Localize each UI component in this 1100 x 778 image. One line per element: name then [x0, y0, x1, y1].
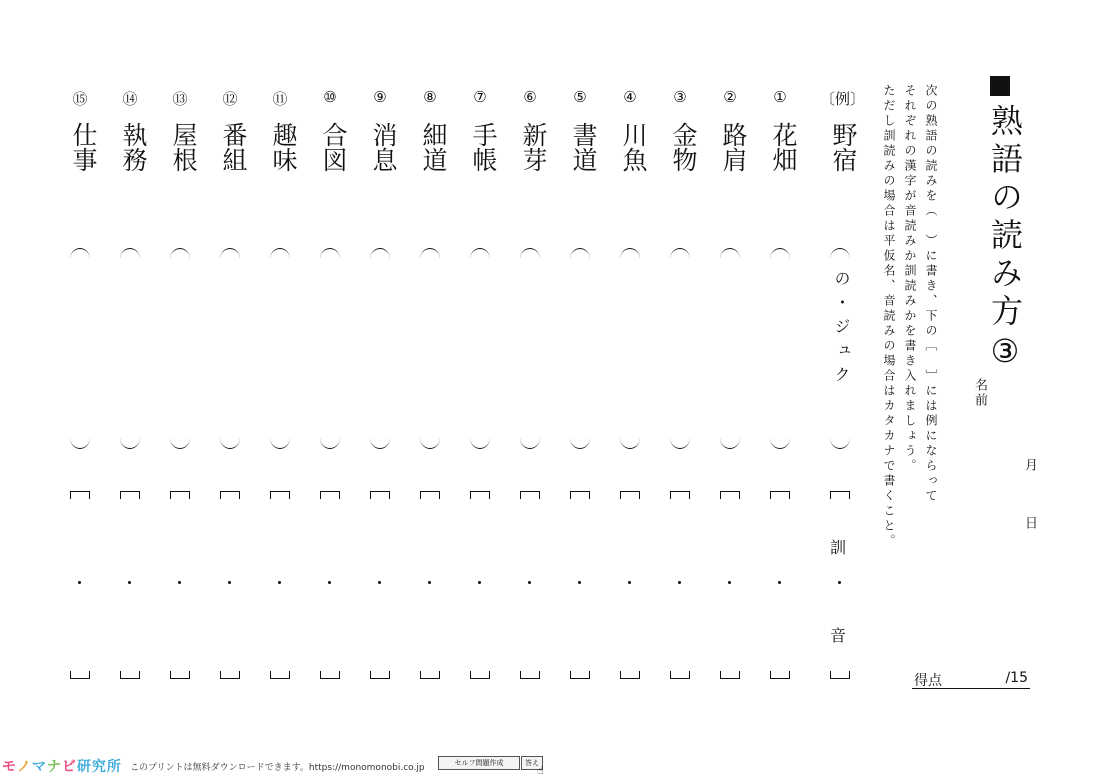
question-word: 川魚 — [619, 122, 648, 172]
type-bracket-close — [470, 671, 490, 679]
question-word: 合図 — [319, 122, 348, 172]
reading-paren-close — [620, 438, 640, 449]
reading-paren-open — [420, 248, 440, 259]
reading-paren-open — [470, 248, 490, 259]
question-word: 消息 — [369, 122, 398, 172]
reading-paren-close — [570, 438, 590, 449]
separator-dot — [778, 581, 781, 584]
reading-paren-close — [120, 438, 140, 449]
reading-paren-close — [520, 438, 540, 449]
reading-paren-open — [70, 248, 90, 259]
type-bracket-close — [520, 671, 540, 679]
question-column-9 — [360, 88, 400, 698]
type-bracket-open — [370, 491, 390, 499]
type-bracket-open — [670, 491, 690, 499]
question-column-15 — [60, 88, 100, 698]
type-bracket-open — [270, 491, 290, 499]
reading-paren-open — [220, 248, 240, 259]
reading-paren-open — [570, 248, 590, 259]
reading-paren-close — [270, 438, 290, 449]
type-bracket-open — [320, 491, 340, 499]
question-word: 新芽 — [519, 122, 548, 172]
type-bracket-close — [620, 671, 640, 679]
reading-paren-open — [320, 248, 340, 259]
name-label: 名前 — [972, 378, 987, 408]
example-column — [820, 88, 866, 698]
question-word: 趣味 — [269, 122, 298, 172]
type-bracket-close — [120, 671, 140, 679]
question-column-6 — [510, 88, 550, 698]
question-word: 執務 — [119, 122, 148, 172]
question-column-2 — [710, 88, 750, 698]
reading-paren-close — [70, 438, 90, 449]
reading-paren-close — [320, 438, 340, 449]
example-label: 〔例〕 — [820, 90, 866, 108]
download-notice: このプリントは無料ダウンロードできます。https://monomonobi.co.jp — [130, 763, 425, 773]
reading-paren-open — [520, 248, 540, 259]
example-word: 野宿 — [829, 122, 858, 172]
reading-paren-open — [170, 248, 190, 259]
reading-paren-close — [420, 438, 440, 449]
type-bracket-open — [120, 491, 140, 499]
type-bracket-open — [170, 491, 190, 499]
instruction-line-3: ただし訓読みの場合は平仮名、音読みの場合はカタカナで書くこと。 — [882, 84, 896, 549]
month-label: 月 — [1022, 458, 1037, 471]
question-word: 屋根 — [169, 122, 198, 172]
pointer-cursor-icon: ☝ — [537, 764, 544, 777]
question-number: ⑧ — [423, 88, 437, 106]
type-bracket-open — [620, 491, 640, 499]
instruction-line-2: それぞれの漢字が音読みか訓読みかを書き入れましょう。 — [903, 84, 917, 474]
question-column-3 — [660, 88, 700, 698]
question-column-11 — [260, 88, 300, 698]
question-number: ⑤ — [573, 88, 587, 106]
type-bracket-open — [70, 491, 90, 499]
title-square-mark — [990, 76, 1010, 96]
type-bracket-close — [420, 671, 440, 679]
reading-paren-close — [470, 438, 490, 449]
reading-paren-open — [620, 248, 640, 259]
separator-dot — [628, 581, 631, 584]
separator-dot — [838, 581, 841, 584]
question-column-8 — [410, 88, 450, 698]
separator-dot — [178, 581, 181, 584]
type-bracket-close — [170, 671, 190, 679]
question-word: 仕事 — [69, 122, 98, 172]
question-number: ⑥ — [523, 88, 537, 106]
question-number: ⑦ — [473, 88, 487, 106]
score-total: /15 — [1005, 670, 1028, 686]
separator-dot — [378, 581, 381, 584]
separator-dot — [328, 581, 331, 584]
question-word: 細道 — [419, 122, 448, 172]
type-bracket-open — [720, 491, 740, 499]
question-word: 書道 — [569, 122, 598, 172]
reading-paren-close — [770, 438, 790, 449]
score-field[interactable] — [912, 668, 1030, 689]
question-number: ⑫ — [222, 90, 238, 108]
type-bracket-open — [220, 491, 240, 499]
reading-paren-open — [720, 248, 740, 259]
reading-paren-open — [370, 248, 390, 259]
site-logo[interactable]: モノマナビ研究所 — [2, 759, 122, 775]
question-column-10 — [310, 88, 350, 698]
question-column-14 — [110, 88, 150, 698]
question-column-1 — [760, 88, 800, 698]
separator-dot — [728, 581, 731, 584]
type-bracket-open — [520, 491, 540, 499]
question-number: ① — [773, 88, 787, 106]
day-label: 日 — [1022, 516, 1037, 529]
question-number: ⑭ — [122, 90, 138, 108]
generate-worksheet-button[interactable]: セルフ問題作成 — [438, 756, 520, 770]
type-bracket-close — [70, 671, 90, 679]
type-bracket-close — [830, 671, 850, 679]
type-bracket-open — [420, 491, 440, 499]
question-number: ⑨ — [373, 88, 387, 106]
example-reading: の・ジュク — [832, 270, 851, 390]
page-title: 熟語の読み方③ — [986, 104, 1024, 376]
separator-dot — [428, 581, 431, 584]
type-bracket-open — [770, 491, 790, 499]
separator-dot — [128, 581, 131, 584]
type-bracket-open — [570, 491, 590, 499]
example-kun-label: 訓 — [830, 538, 847, 557]
separator-dot — [78, 581, 81, 584]
reading-paren-close — [670, 438, 690, 449]
question-column-4 — [610, 88, 650, 698]
reading-paren-open — [830, 248, 850, 259]
question-word: 番組 — [219, 122, 248, 172]
answer-button[interactable]: 答え — [521, 756, 543, 770]
question-word: 路肩 — [719, 122, 748, 172]
footer — [0, 748, 1100, 778]
question-column-7 — [460, 88, 500, 698]
reading-paren-open — [770, 248, 790, 259]
type-bracket-close — [570, 671, 590, 679]
type-bracket-close — [770, 671, 790, 679]
question-number: ⑩ — [323, 88, 337, 106]
question-column-5 — [560, 88, 600, 698]
type-bracket-close — [220, 671, 240, 679]
reading-paren-close — [830, 438, 850, 449]
question-number: ② — [723, 88, 737, 106]
question-number: ⑪ — [272, 90, 288, 108]
question-word: 花畑 — [769, 122, 798, 172]
score-label: 得点 — [914, 673, 942, 689]
question-number: ③ — [673, 88, 687, 106]
type-bracket-close — [270, 671, 290, 679]
separator-dot — [678, 581, 681, 584]
question-word: 金物 — [669, 122, 698, 172]
type-bracket-close — [320, 671, 340, 679]
question-column-13 — [160, 88, 200, 698]
type-bracket-open — [830, 491, 850, 499]
type-bracket-close — [370, 671, 390, 679]
reading-paren-close — [220, 438, 240, 449]
reading-paren-close — [370, 438, 390, 449]
reading-paren-open — [120, 248, 140, 259]
reading-paren-open — [270, 248, 290, 259]
type-bracket-open — [470, 491, 490, 499]
instruction-line-1: 次の熟語の読みを（ ）に書き、下の［ ］には例にならって — [924, 84, 938, 504]
separator-dot — [228, 581, 231, 584]
question-number: ④ — [623, 88, 637, 106]
reading-paren-open — [670, 248, 690, 259]
separator-dot — [478, 581, 481, 584]
reading-paren-close — [720, 438, 740, 449]
separator-dot — [528, 581, 531, 584]
separator-dot — [278, 581, 281, 584]
type-bracket-close — [720, 671, 740, 679]
example-on-label: 音 — [830, 626, 847, 645]
question-number: ⑮ — [72, 90, 88, 108]
type-bracket-close — [670, 671, 690, 679]
reading-paren-close — [170, 438, 190, 449]
separator-dot — [578, 581, 581, 584]
question-column-12 — [210, 88, 250, 698]
question-word: 手帳 — [469, 122, 498, 172]
question-number: ⑬ — [172, 90, 188, 108]
